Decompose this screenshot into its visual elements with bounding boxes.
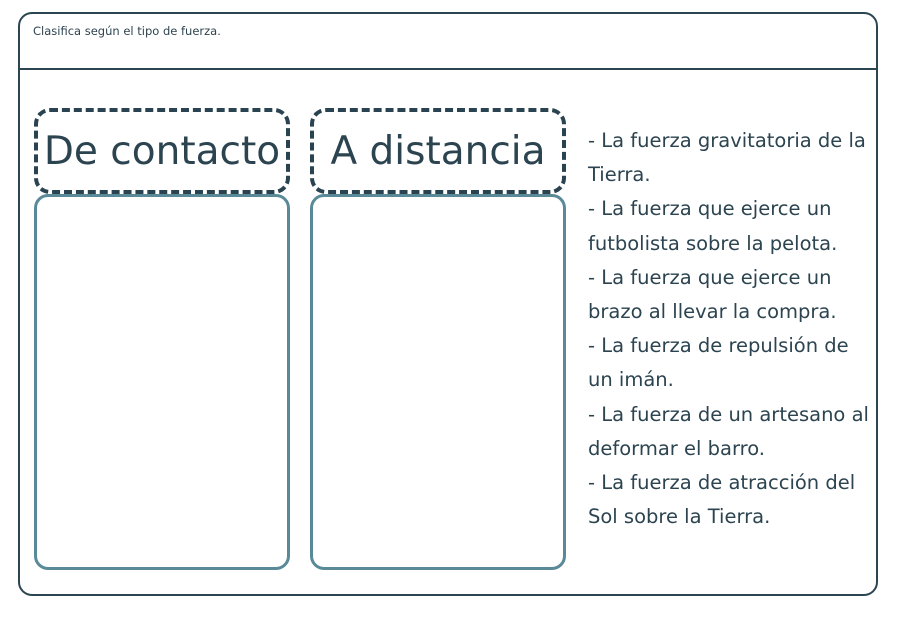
instruction-text: Clasifica según el tipo de fuerza. (33, 24, 221, 38)
items-list (588, 124, 878, 534)
instruction-header (20, 14, 876, 70)
list-item[interactable]: - La fuerza que ejerce un brazo al llevar la compra. (588, 265, 837, 324)
list-item[interactable]: - La fuerza de repulsión de un imán. (588, 334, 849, 392)
exercise-card (18, 12, 878, 596)
list-item[interactable]: - La fuerza de atracción del Sol sobre la Tierra. (588, 471, 856, 529)
list-item[interactable]: - La fuerza que ejerce un futbolista sobre la pelota. (588, 197, 838, 255)
list-item[interactable]: - La fuerza de un artesano al deformar el barro. (588, 402, 869, 460)
drop-zone-contact[interactable] (34, 194, 290, 570)
category-title-contact: De contacto (34, 108, 290, 194)
list-item[interactable]: - La fuerza gravitatoria de la Tierra. (588, 129, 866, 187)
category-title-distance: A distancia (310, 108, 566, 194)
drop-zone-distance[interactable] (310, 194, 566, 570)
